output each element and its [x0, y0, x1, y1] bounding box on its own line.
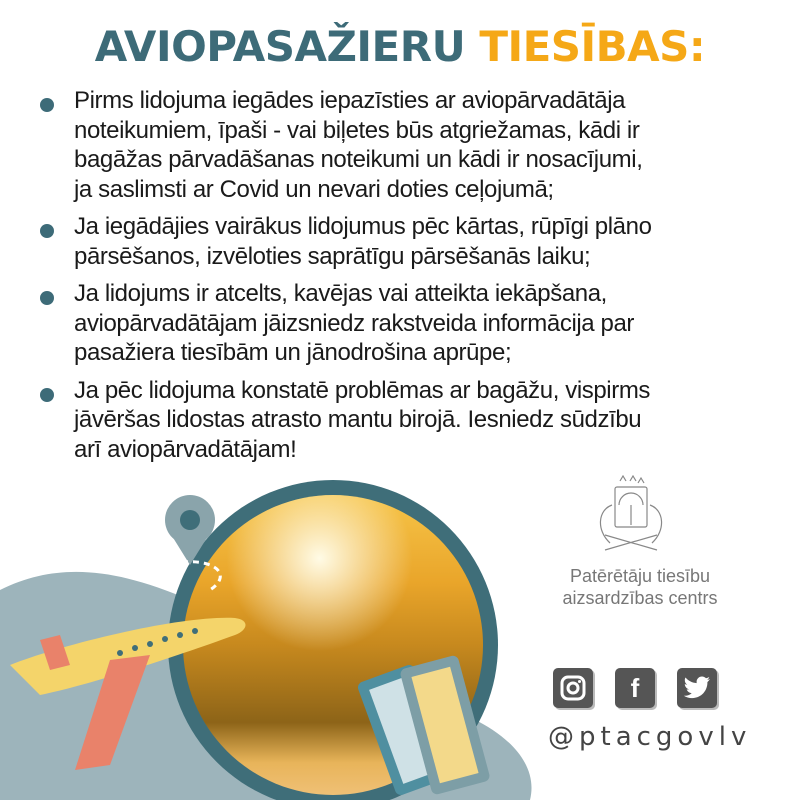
list-item-text-line: bagāžas pārvadāšanas noteikumi un kādi ir nosacījumi,	[74, 146, 643, 173]
page-title	[0, 22, 800, 71]
organization-line-2: aizsardzības centrs	[562, 588, 718, 608]
list-item	[38, 86, 778, 204]
facebook-icon[interactable]	[615, 668, 655, 708]
twitter-icon[interactable]	[677, 668, 717, 708]
list-item-text-line: jāvēršas lidostas atrasto mantu birojā. Iesniedz sūdzību	[74, 406, 642, 433]
list-item-text-line: pārsēšanos, izvēloties saprātīgu pārsēšanās laiku;	[74, 242, 591, 270]
social-links	[553, 668, 717, 708]
list-item-text-line: pasažiera tiesībām un jānodrošina aprūpe;	[74, 339, 512, 366]
list-item-text-line: Ja pēc lidojuma konstatē problēmas ar bagāžu, vispirms	[74, 376, 651, 404]
instagram-icon[interactable]	[553, 668, 593, 708]
rights-list	[38, 86, 778, 472]
list-item-text-line: noteikumiem, īpaši - vai biļetes būs atgriežamas, kādi ir	[74, 116, 640, 144]
latvia-coat-of-arms	[590, 475, 670, 560]
bullet-dot-icon	[40, 224, 54, 238]
list-item	[38, 279, 778, 368]
bullet-dot-icon	[40, 388, 54, 402]
bullet-dot-icon	[40, 98, 54, 112]
list-item-text-line: Ja lidojums ir atcelts, kavējas vai atteikta iekāpšana,	[74, 280, 607, 307]
social-handle[interactable]: @ptacgovlv	[548, 722, 752, 752]
title-part-2: TIESĪBAS:	[479, 22, 706, 71]
list-item	[38, 212, 778, 271]
travel-illustration	[0, 470, 560, 800]
list-item-text-line: Ja iegādājies vairākus lidojumus pēc kārtas, rūpīgi plāno	[74, 213, 652, 240]
list-item-text-line: arī aviopārvadātājam!	[74, 435, 297, 463]
title-part-1: AVIOPASAŽIERU	[94, 22, 466, 71]
list-item-text-line: aviopārvadātājam jāizsniedz rakstveida informācija par	[74, 309, 635, 337]
bullet-dot-icon	[40, 291, 54, 305]
list-item-text-line: ja saslimsti ar Covid un nevari doties ceļojumā;	[74, 175, 554, 203]
organization-name	[540, 565, 740, 609]
list-item	[38, 376, 778, 465]
organization-line-1: Patērētāju tiesību	[569, 566, 711, 586]
facebook-glyph: f	[630, 672, 640, 703]
list-item-text-line: Pirms lidojuma iegādes iepazīsties ar aviopārvadātāja	[74, 87, 626, 114]
